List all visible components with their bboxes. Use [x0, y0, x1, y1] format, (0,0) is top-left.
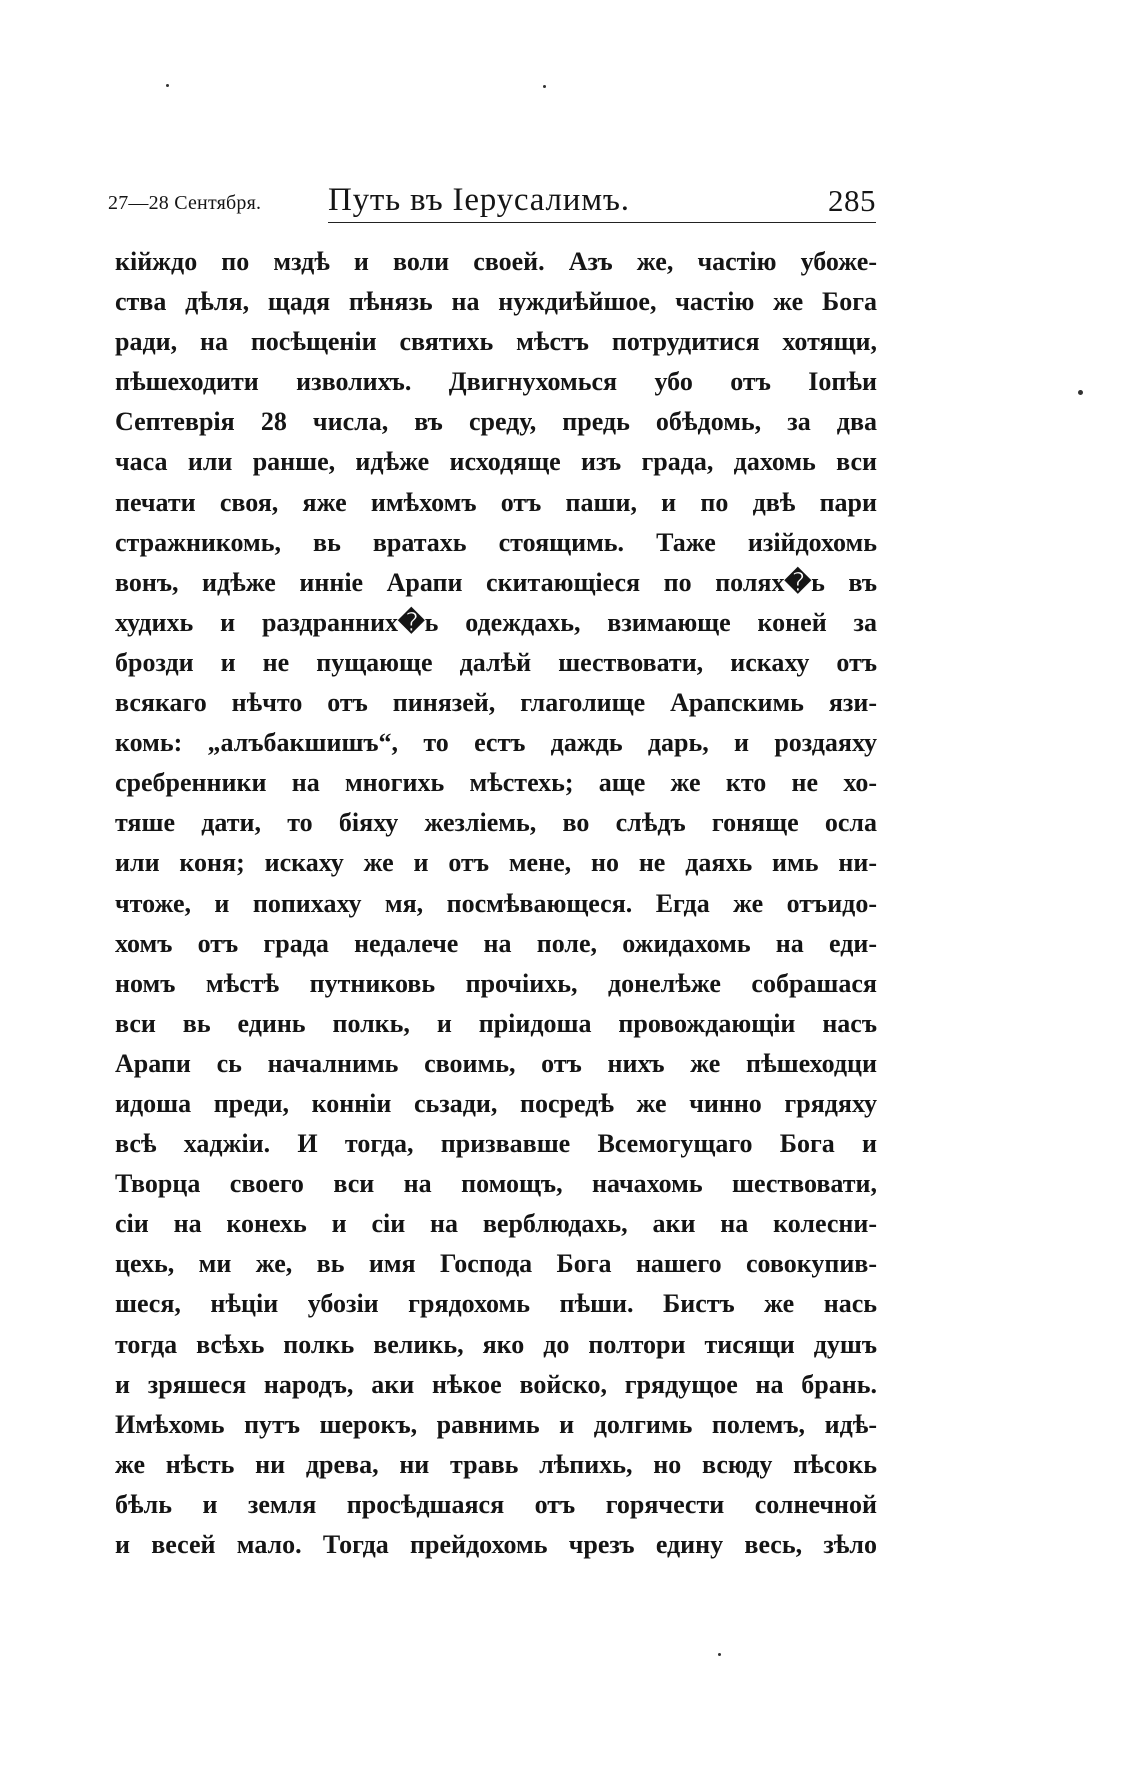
- text-line: кійждо по мздѣ и воли своей. Азъ же, частію убоже-: [115, 247, 877, 276]
- text-line: часа или ранше, идѣже исходяще изъ града, дахомь вси: [115, 447, 877, 477]
- text-line: сребренники на многихь мѣстехь; аще же кто не хо-: [115, 768, 877, 798]
- text-line: же нѣсть ни древа, ни травь лѣпихь, но всюду пѣсокь: [115, 1449, 877, 1479]
- text-line: шеся, нѣціи убозіи грядохомь пѣши. Бистъ же нась: [115, 1289, 877, 1319]
- text-line: или коня; искаху же и отъ мене, но не даяхь имь ни-: [115, 848, 877, 878]
- text-line: номъ мѣстѣ путниковь прочіихь, донелѣже собрашася: [115, 968, 877, 998]
- body-text: [115, 242, 877, 1565]
- text-line: Творца своего вси на помощъ, начахомь шествовати,: [115, 1169, 877, 1199]
- text-line: вси вь единь полкь, и пріидоша провождающіи насъ: [115, 1008, 877, 1038]
- text-line: брозди и не пущающе далѣй шествовати, искаху отъ: [115, 647, 877, 677]
- text-line: и весей мало. Тогда прейдохомь чрезъ едину весь, зѣло: [115, 1530, 877, 1559]
- text-line: хомъ отъ града недалече на поле, ожидахомь на еди-: [115, 928, 877, 958]
- text-line: стражникомь, вь вратахь стоящимь. Таже изійдохомь: [115, 527, 877, 557]
- text-line: тяше дати, то біяху жезліемь, во слѣдъ гоняще осла: [115, 808, 877, 838]
- text-line: ради, на посѣщеніи святихь мѣстъ потрудитися хотящи,: [115, 327, 877, 357]
- scan-speck: [166, 84, 169, 87]
- text-line: цехь, ми же, вь имя Господа Бога нашего совокупив-: [115, 1249, 877, 1279]
- page-number: 285: [828, 183, 876, 218]
- text-line: бѣль и земля просѣдшаяся отъ горячести солнечной: [115, 1489, 877, 1519]
- scan-speck: [543, 85, 546, 88]
- scan-speck: [1078, 390, 1083, 395]
- text-line: Арапи сь началнимь своимь, отъ нихъ же пѣшеходци: [115, 1048, 877, 1078]
- text-line: пѣшеходити изволихъ. Двигнухомься убо отъ Іопѣи: [115, 367, 877, 397]
- scan-speck: [718, 1653, 721, 1656]
- header-running-title: Путь въ Іерусалимъ.: [328, 182, 630, 218]
- text-line: ства дѣля, щадя пѣнязь на нуждиѣйшое, частію же Бога: [115, 287, 877, 317]
- text-line: Септеврія 28 числа, въ среду, предь обѣдомь, за два: [115, 407, 877, 437]
- text-line: идоша преди, конніи сьзади, посредѣ же чинно грядяху: [115, 1088, 877, 1118]
- text-line: вонъ, идѣже инніе Арапи скитающіеся по полях�ь въ: [115, 567, 877, 597]
- text-line: всякаго нѣчто отъ пинязей, глаголище Арапскимь язи-: [115, 688, 877, 718]
- text-line: комь: „алъбакшишъ“, то естъ даждь дарь, и роздаяху: [115, 728, 877, 758]
- text-line: печати своя, яже имѣхомъ отъ паши, и по двѣ пари: [115, 487, 877, 517]
- text-line: сіи на конехь и сіи на верблюдахь, аки на колесни-: [115, 1209, 877, 1239]
- text-line: Имѣхомь путъ шерокъ, равнимь и долгимь полемъ, идѣ-: [115, 1409, 877, 1439]
- text-line: чтоже, и попихаху мя, посмѣвающеся. Егда же отъидо-: [115, 888, 877, 918]
- header-date-range: 27—28 Сентября.: [108, 192, 262, 214]
- header-rule: [328, 222, 876, 224]
- text-line: худихь и раздранних�ь одеждахь, взимающе коней за: [115, 607, 877, 637]
- text-line: всѣ хаджіи. И тогда, призвавше Всемогущаго Бога и: [115, 1129, 877, 1159]
- text-line: и зряшеся народъ, аки нѣкое войско, грядущое на брань.: [115, 1369, 877, 1399]
- running-header: [108, 175, 876, 223]
- text-line: тогда всѣхь полкь великь, яко до полтори тисящи душъ: [115, 1329, 877, 1359]
